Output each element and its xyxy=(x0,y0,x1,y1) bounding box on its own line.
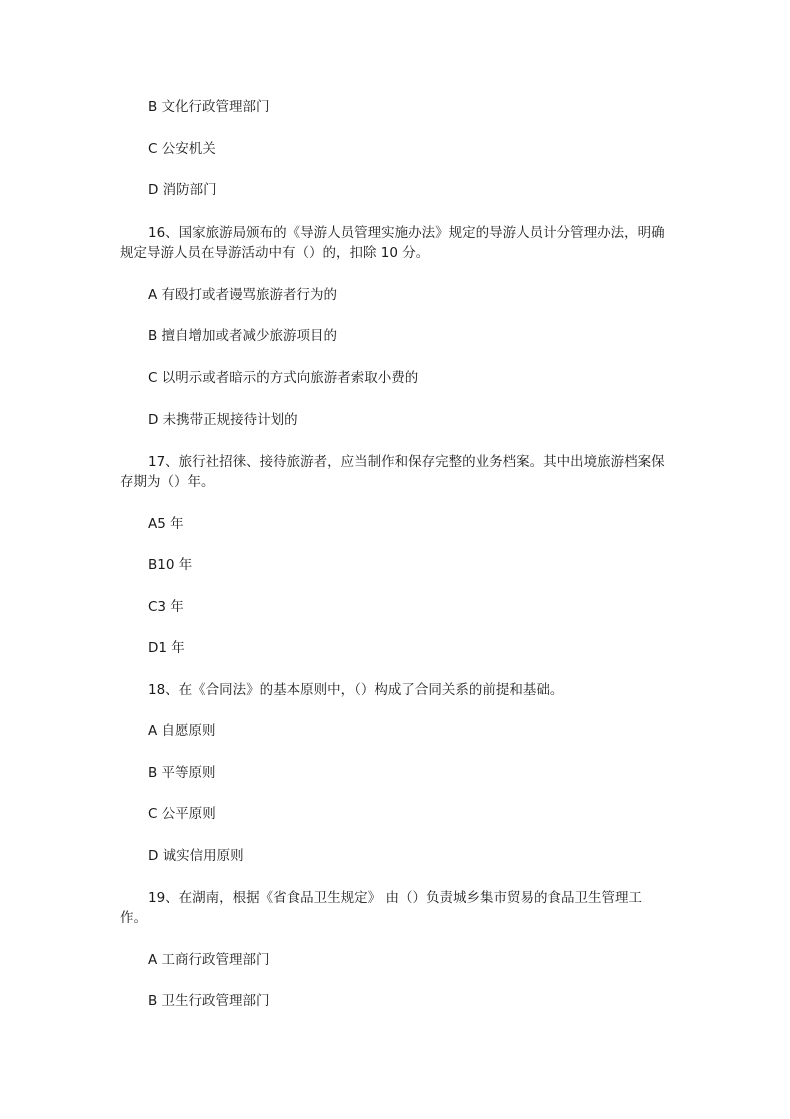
option-17-a: A5 年 xyxy=(148,516,184,532)
question-16: 16、国家旅游局颁布的《导游人员管理实施办法》规定的导游人员计分管理办法，明确规定导游人员在导游活动中有（）的，扣除 10 分。 xyxy=(120,225,665,261)
option-d-fire-dept: D 消防部门 xyxy=(148,182,217,198)
option-18-a: A 自愿原则 xyxy=(148,723,216,739)
option-17-c: C3 年 xyxy=(148,599,184,615)
option-16-b: B 擅自增加或者减少旅游项目的 xyxy=(148,328,338,344)
question-18: 18、在《合同法》的基本原则中，（）构成了合同关系的前提和基础。 xyxy=(148,682,564,698)
option-16-c: C 以明示或者暗示的方式向旅游者索取小费的 xyxy=(148,370,419,386)
option-17-b: B10 年 xyxy=(148,557,193,573)
option-17-d: D1 年 xyxy=(148,640,185,656)
option-19-a: A 工商行政管理部门 xyxy=(148,952,270,968)
option-18-d: D 诚实信用原则 xyxy=(148,848,244,864)
option-b-cultural-admin: B 文化行政管理部门 xyxy=(148,99,270,115)
question-19: 19、在湖南，根据《省食品卫生规定》 由（）负责城乡集市贸易的食品卫生管理工作。 xyxy=(120,890,642,926)
option-16-a: A 有殴打或者谩骂旅游者行为的 xyxy=(148,287,338,303)
question-17: 17、旅行社招徕、接待旅游者，应当制作和保存完整的业务档案。其中出境旅游档案保存期为（）年。 xyxy=(120,454,665,490)
option-16-d: D 未携带正规接待计划的 xyxy=(148,412,298,428)
option-18-b: B 平等原则 xyxy=(148,765,216,781)
option-c-public-security: C 公安机关 xyxy=(148,141,216,157)
option-18-c: C 公平原则 xyxy=(148,806,216,822)
option-19-b: B 卫生行政管理部门 xyxy=(148,993,270,1009)
